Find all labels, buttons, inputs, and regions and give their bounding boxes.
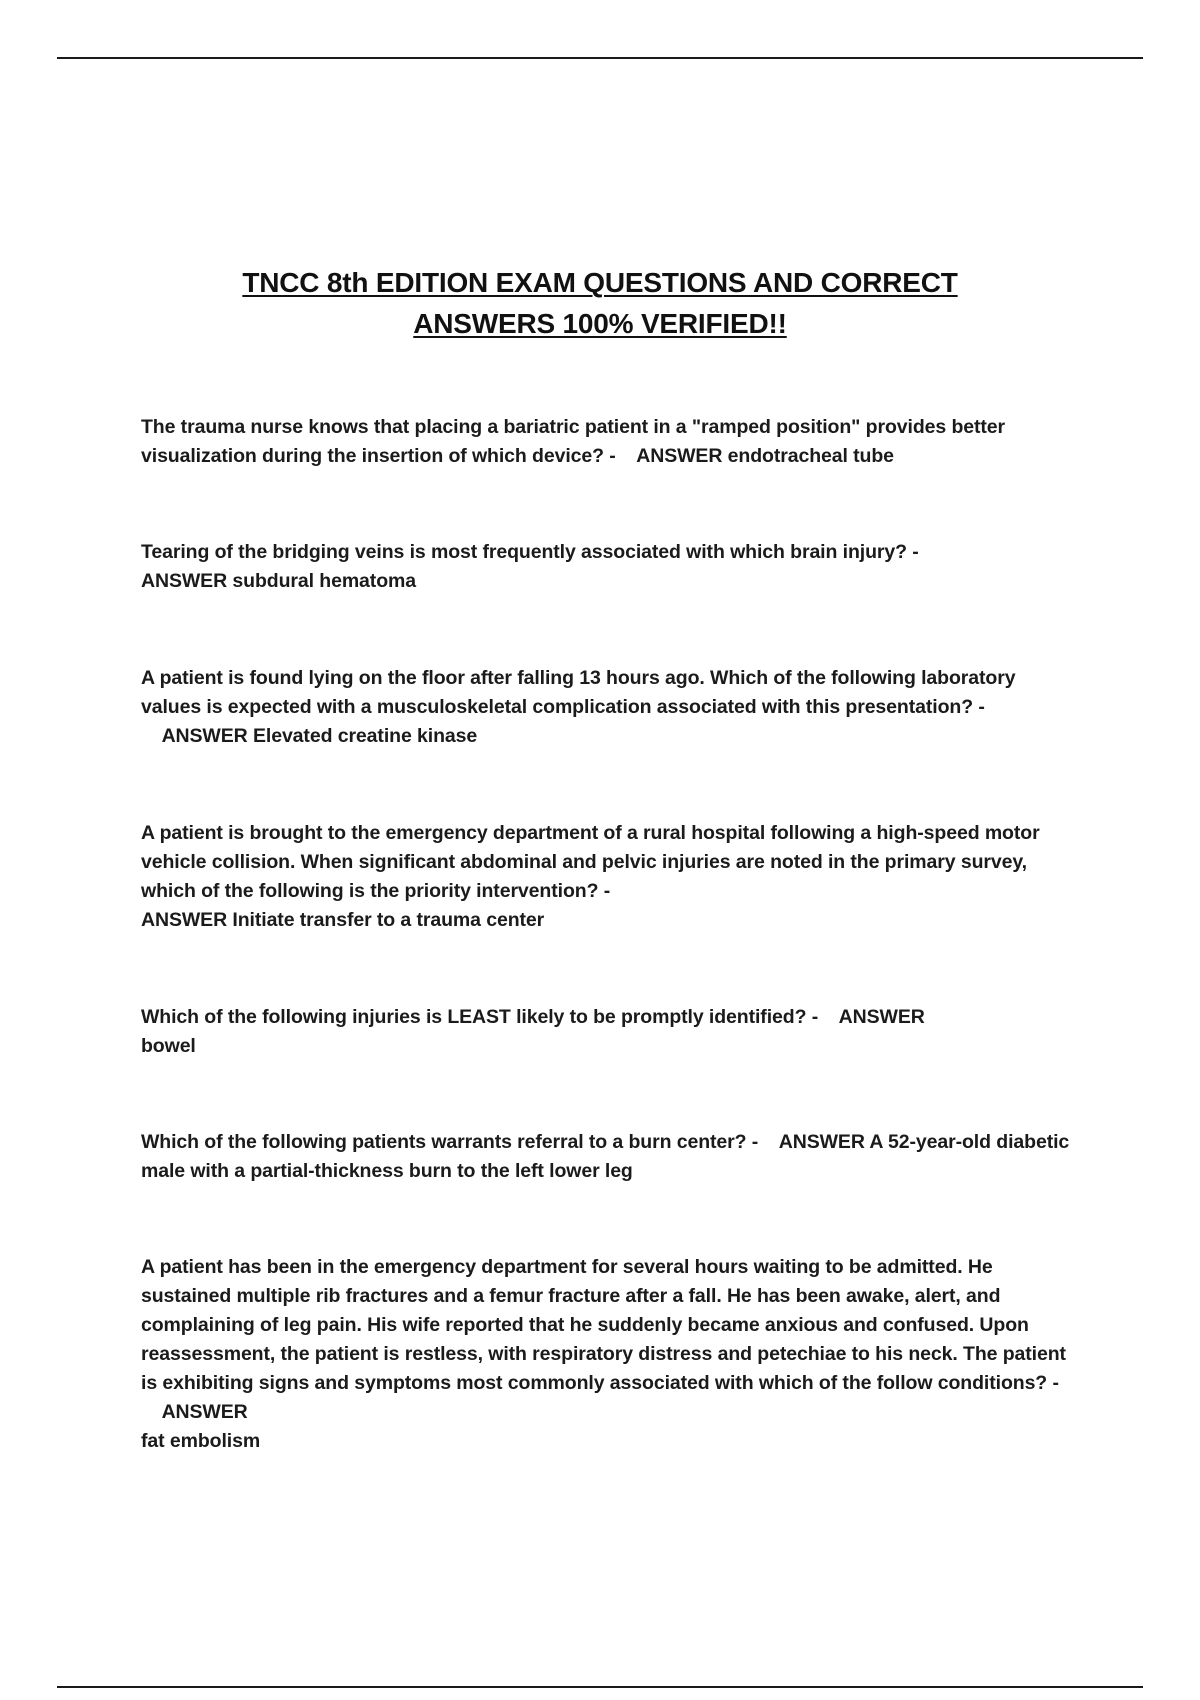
title-line-2: ANSWERS 100% VERIFIED!! — [413, 308, 787, 339]
title-line-1: TNCC 8th EDITION EXAM QUESTIONS AND CORRECT — [242, 267, 958, 298]
answer-text: A 52-year-old diabetic male with a partial-thickness burn to the left lower leg — [141, 1131, 1070, 1182]
question-text: The trauma nurse knows that placing a bariatric patient in a "ramped position" provides better visualization during the insertion of which device? - — [141, 416, 1006, 467]
question-text: Tearing of the bridging veins is most frequently associated with which brain injury? - — [141, 541, 919, 563]
question-text: Which of the following patients warrants referral to a burn center? - — [141, 1131, 759, 1153]
answer-label: ANSWER — [141, 909, 228, 931]
answer-text: fat embolism — [141, 1430, 261, 1452]
answer-label: ANSWER — [161, 1401, 248, 1423]
qa-item — [141, 664, 1071, 751]
answer-text: subdural hematoma — [232, 570, 416, 592]
top-divider — [57, 57, 1143, 59]
answer-text: Elevated creatine kinase — [252, 725, 478, 747]
qa-item — [141, 413, 1071, 471]
answer-text: bowel — [141, 1035, 196, 1057]
qa-item — [141, 538, 1071, 596]
answer-label: ANSWER — [778, 1131, 865, 1153]
question-text: A patient has been in the emergency department for several hours waiting to be admitted. He sustained multiple rib fractures and a femur fracture after a fall. He has been awake, alert, and complaining of leg pain. His wife reported that he suddenly became anxious and confused. Upon reassessment, the patient is restless, with respiratory distress and petechiae to his neck. The patient is exhibiting signs and symptoms most commonly associated with which of the follow conditions? - — [141, 1256, 1066, 1394]
question-text: A patient is found lying on the floor after falling 13 hours ago. Which of the following laboratory values is expected with a musculoskeletal complication associated with this presentation? - — [141, 667, 1016, 718]
qa-item — [141, 1128, 1071, 1186]
qa-item — [141, 819, 1071, 935]
answer-label: ANSWER — [141, 570, 228, 592]
answer-label: ANSWER — [838, 1006, 925, 1028]
bottom-divider — [57, 1686, 1143, 1688]
qa-item — [141, 1253, 1071, 1456]
qa-item — [141, 1003, 1071, 1061]
question-text: A patient is brought to the emergency department of a rural hospital following a high-speed motor vehicle collision. When significant abdominal and pelvic injuries are noted in the primary survey, which of the following is the priority intervention? - — [141, 822, 1040, 902]
answer-text: endotracheal tube — [727, 445, 894, 467]
answer-text: Initiate transfer to a trauma center — [232, 909, 545, 931]
page-title — [120, 262, 1080, 344]
answer-label: ANSWER — [636, 445, 723, 467]
answer-label: ANSWER — [161, 725, 248, 747]
question-text: Which of the following injuries is LEAST likely to be promptly identified? - — [141, 1006, 819, 1028]
